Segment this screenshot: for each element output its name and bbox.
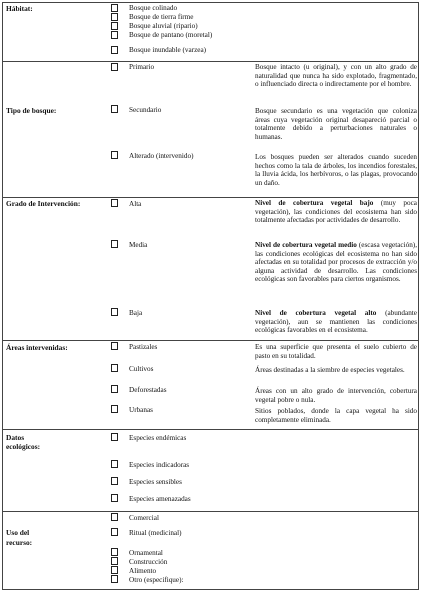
tipo-bosque-option: Secundario bbox=[129, 106, 162, 114]
datos-checkbox[interactable] bbox=[111, 494, 118, 502]
divider bbox=[2, 511, 419, 512]
tipo-bosque-desc: Bosque intacto (u original), y con un alto grado de naturalidad que nunca ha sido explotado, fragmentado, o influenciado directa o indirectamente por el hombre. bbox=[255, 63, 417, 89]
cobertura-bold: Nivel de cobertura vegetal alto bbox=[255, 309, 377, 317]
areas-option: Urbanas bbox=[129, 406, 153, 414]
grado-intervencion-checkbox[interactable] bbox=[111, 240, 118, 248]
datos-option: Especies endémicas bbox=[129, 434, 187, 442]
areas-desc: Áreas con un alto grado de intervención, cobertura vegetal pobre o nula. bbox=[255, 387, 417, 404]
habitat-option: Bosque de tierra firme bbox=[129, 13, 194, 21]
divider bbox=[2, 340, 419, 341]
areas-checkbox[interactable] bbox=[111, 342, 118, 350]
areas-desc: Áreas destinadas a la siembre de especies vegetales. bbox=[255, 366, 405, 374]
uso-checkbox[interactable] bbox=[111, 548, 118, 556]
uso-checkbox[interactable] bbox=[111, 528, 118, 536]
uso-checkbox[interactable] bbox=[111, 557, 118, 565]
areas-intervenidas-label: Áreas intervenidas: bbox=[6, 343, 68, 352]
tipo-bosque-option: Primario bbox=[129, 63, 155, 71]
tipo-bosque-desc: Los bosques pueden ser alterados cuando suceden hechos como la tala de árboles, los incendios forestales, la lluvia ácida, los herbívoros, o las plagas, provocando un daño. bbox=[255, 153, 417, 187]
tipo-bosque-checkbox[interactable] bbox=[111, 105, 118, 113]
cobertura-text: (escasa vegetación), las condiciones ecológicas del ecosistema no han sido afectadas en su totalidad por procesos de extracción y/o alguna actividad de desarrollo. Las condiciones ecológicas son favorables para ciertos organismos. bbox=[255, 241, 417, 284]
tipo-bosque-checkbox[interactable] bbox=[111, 151, 118, 159]
divider bbox=[2, 61, 419, 62]
uso-checkbox[interactable] bbox=[111, 575, 118, 583]
habitat-checkbox[interactable] bbox=[111, 31, 118, 39]
habitat-option: Bosque aluvial (ripario) bbox=[129, 22, 198, 30]
tipo-bosque-checkbox[interactable] bbox=[111, 63, 118, 71]
habitat-option: Bosque inundable (varzea) bbox=[129, 46, 207, 54]
areas-checkbox[interactable] bbox=[111, 405, 118, 413]
habitat-checkbox[interactable] bbox=[111, 46, 118, 54]
grado-intervencion-desc bbox=[255, 241, 417, 284]
uso-recurso-label-1: Uso del bbox=[6, 528, 30, 537]
uso-checkbox[interactable] bbox=[111, 566, 118, 574]
areas-option: Cultivos bbox=[129, 365, 154, 373]
grado-intervencion-desc bbox=[255, 199, 417, 225]
datos-option: Especies amenazadas bbox=[129, 495, 191, 503]
areas-option: Deforestadas bbox=[129, 386, 167, 394]
tipo-bosque-label: Tipo de bosque: bbox=[6, 106, 57, 115]
divider bbox=[2, 197, 419, 198]
areas-checkbox[interactable] bbox=[111, 364, 118, 372]
datos-option: Especies sensibles bbox=[129, 478, 182, 486]
uso-option: Alimento bbox=[129, 567, 157, 575]
cobertura-text: (muy poca vegetación), las condiciones del ecosistema han sido totalmente afectadas por actividades de desarrollo. bbox=[255, 199, 417, 225]
divider bbox=[2, 429, 419, 430]
uso-option: Comercial bbox=[129, 514, 159, 522]
areas-desc: Sitios poblados, donde la capa vegetal ha sido completamente eliminada. bbox=[255, 407, 417, 424]
uso-recurso-label-2: recurso: bbox=[6, 538, 33, 547]
grado-intervencion-checkbox[interactable] bbox=[111, 199, 118, 207]
uso-option: Construcción bbox=[129, 558, 168, 566]
datos-option: Especies indicadoras bbox=[129, 461, 190, 469]
form-frame bbox=[2, 2, 419, 590]
grado-intervencion-option: Alta bbox=[129, 200, 142, 208]
grado-intervencion-option: Media bbox=[129, 241, 148, 249]
grado-intervencion-option: Baja bbox=[129, 309, 143, 317]
cobertura-bold: Nivel de cobertura vegetal medio bbox=[255, 241, 357, 249]
datos-checkbox[interactable] bbox=[111, 460, 118, 468]
habitat-option: Bosque colinado bbox=[129, 4, 178, 12]
datos-checkbox[interactable] bbox=[111, 477, 118, 485]
habitat-option: Bosque de pantano (moretal) bbox=[129, 31, 213, 39]
grado-intervencion-checkbox[interactable] bbox=[111, 308, 118, 316]
cobertura-text: (abundante vegetación), aun se mantienen las condiciones ecológicas favorables en el ecosistema. bbox=[255, 309, 417, 335]
datos-ecologicos-label-2: ecológicos: bbox=[6, 442, 41, 451]
uso-checkbox[interactable] bbox=[111, 513, 118, 521]
datos-checkbox[interactable] bbox=[111, 433, 118, 441]
habitat-checkbox[interactable] bbox=[111, 22, 118, 30]
areas-desc: Es una superficie que presenta el suelo cubierto de pasto en su totalidad. bbox=[255, 343, 417, 360]
datos-ecologicos-label-1: Datos bbox=[6, 433, 25, 442]
grado-intervencion-label: Grado de Intervención: bbox=[6, 199, 81, 208]
habitat-checkbox[interactable] bbox=[111, 13, 118, 21]
uso-option: Ritual (medicinal) bbox=[129, 529, 182, 537]
tipo-bosque-desc: Bosque secundario es una vegetación que coloniza áreas cuya vegetación original desapareció parcial o totalmente debido a perturbaciones naturales o humanas. bbox=[255, 107, 417, 141]
uso-option: Otro (especifique): bbox=[129, 576, 184, 584]
habitat-checkbox[interactable] bbox=[111, 4, 118, 12]
areas-option: Pastizales bbox=[129, 343, 158, 351]
tipo-bosque-option: Alterado (intervenido) bbox=[129, 152, 194, 160]
uso-option: Ornamental bbox=[129, 549, 163, 557]
grado-intervencion-desc bbox=[255, 309, 417, 335]
areas-checkbox[interactable] bbox=[111, 385, 118, 393]
cobertura-bold: Nivel de cobertura vegetal bajo bbox=[255, 199, 374, 207]
habitat-label: Hábitat: bbox=[6, 4, 33, 13]
